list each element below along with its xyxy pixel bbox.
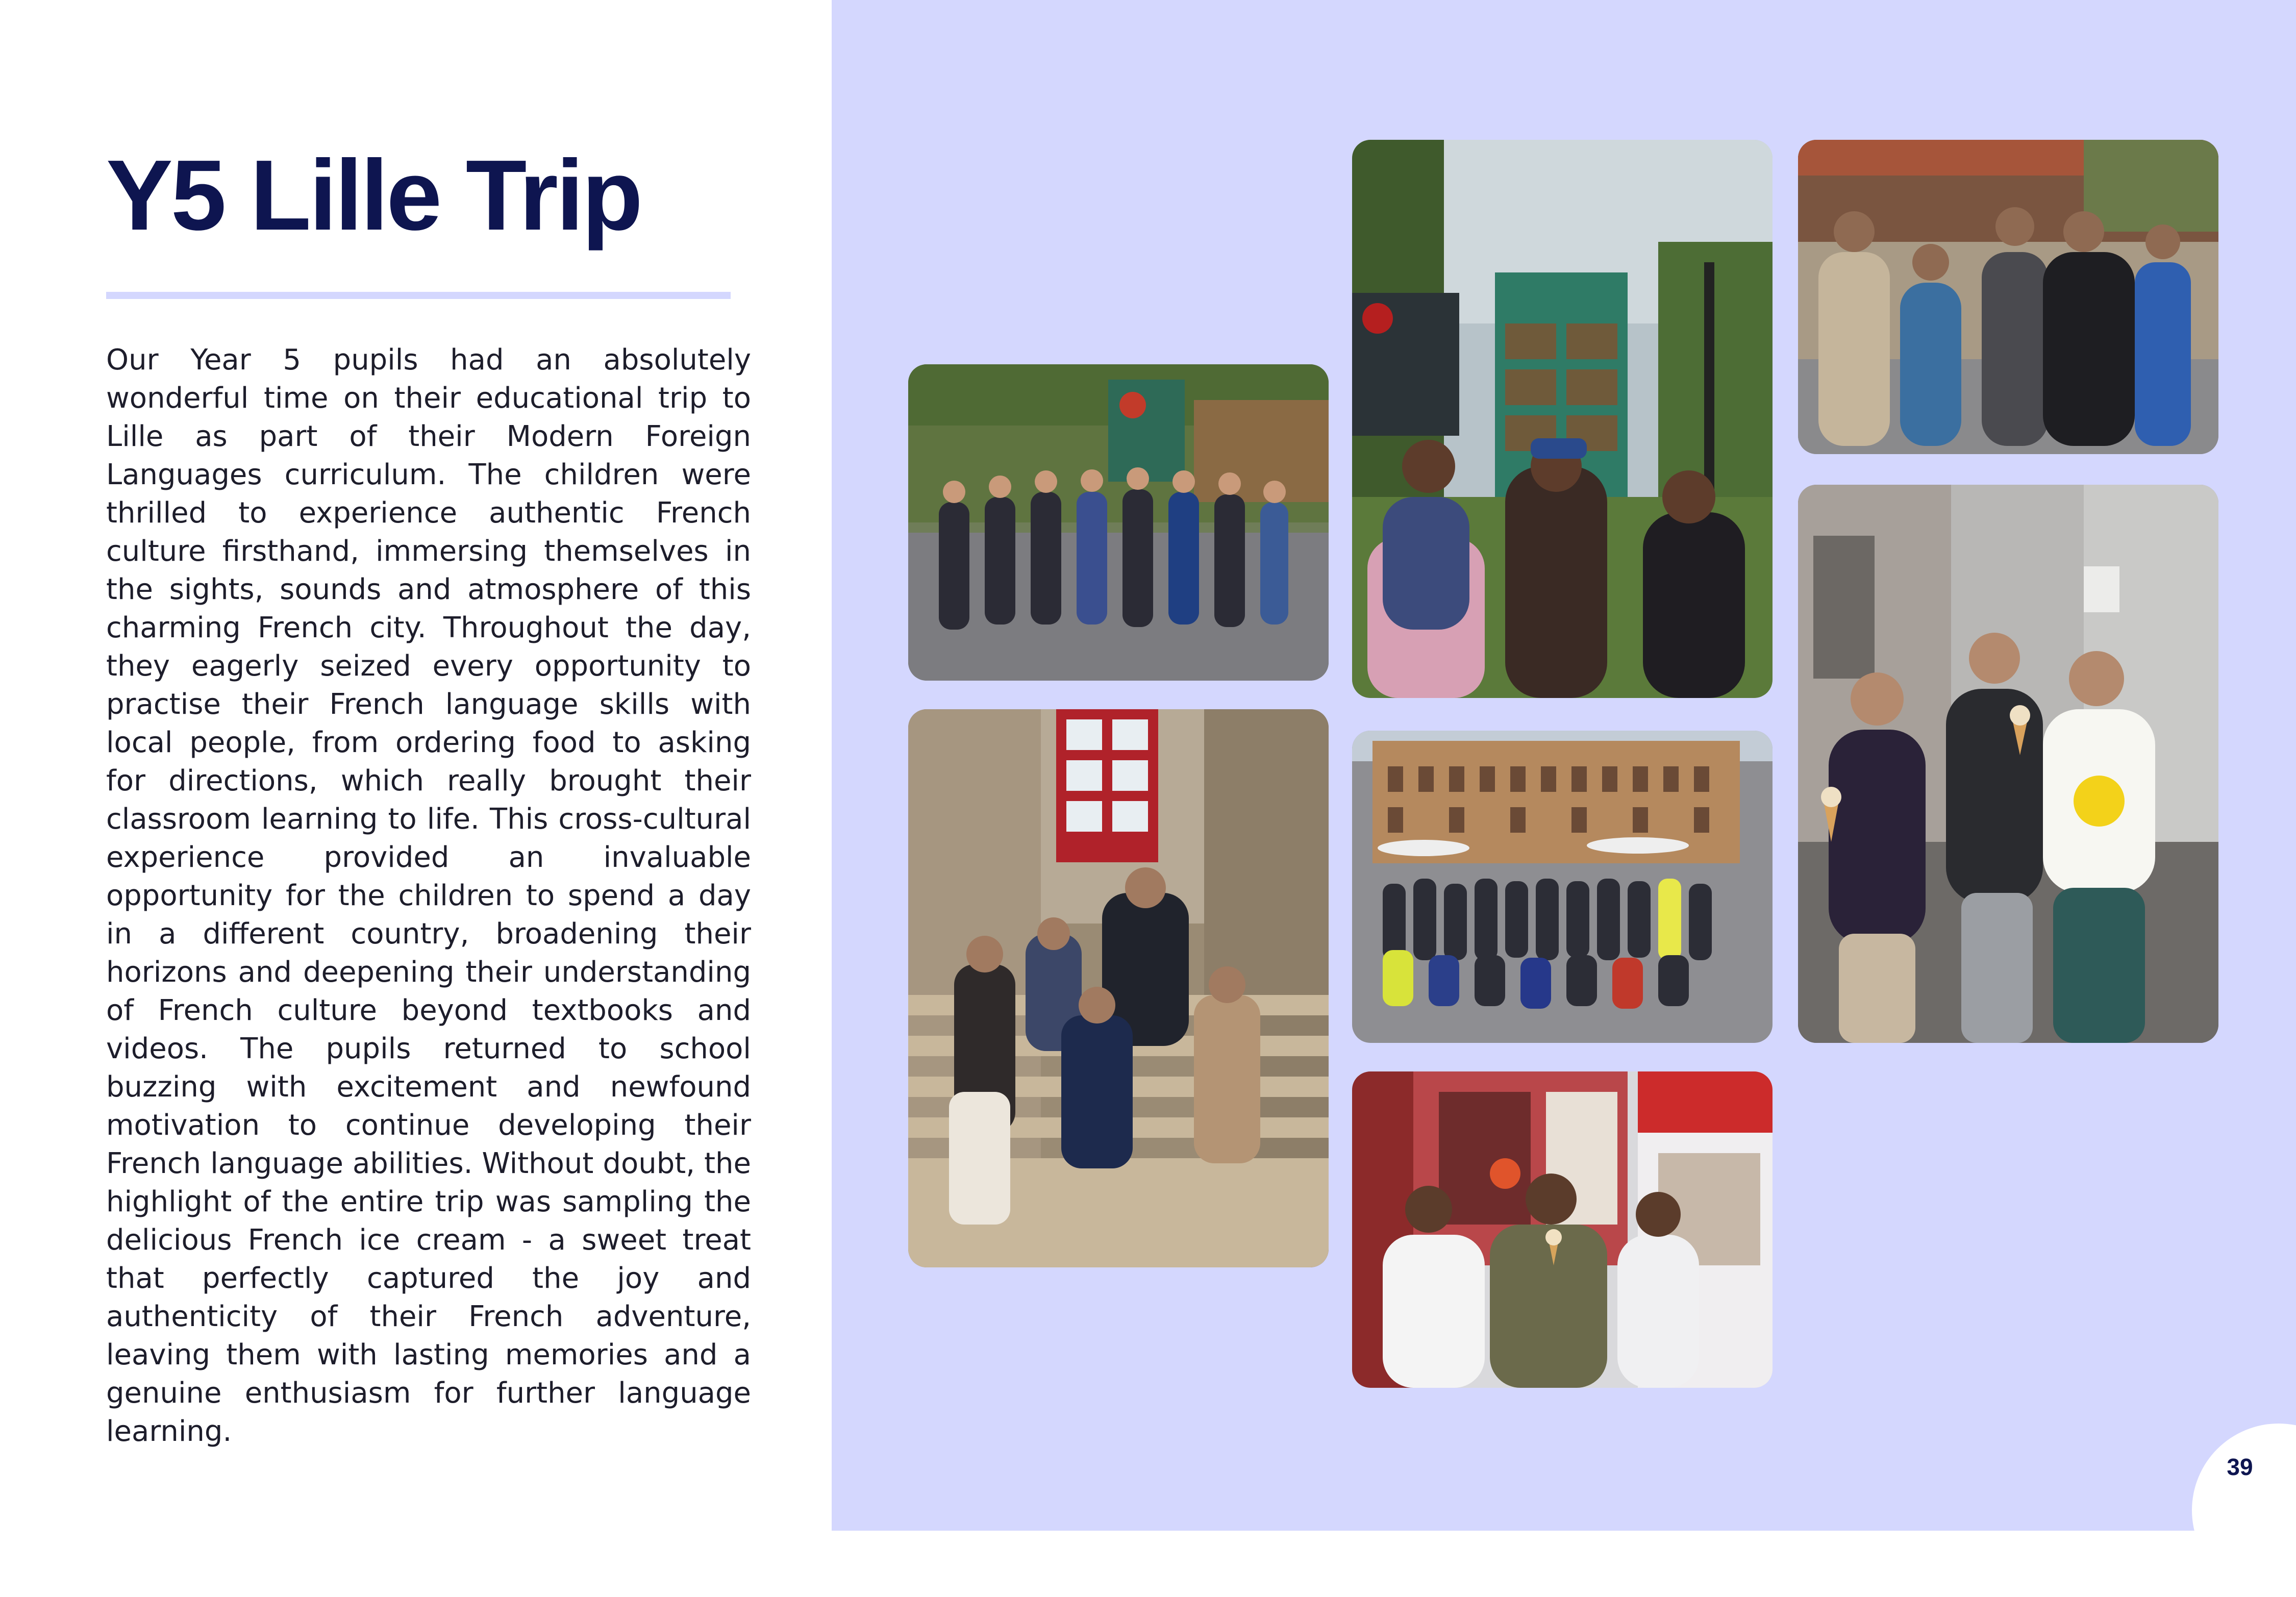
page-title: Y5 Lille Trip	[106, 139, 641, 251]
title-divider	[106, 292, 731, 299]
photo-grand-place-group	[1352, 731, 1773, 1043]
text-panel	[0, 0, 832, 1531]
photo-animal-enclosure	[1798, 140, 2218, 454]
page-number: 39	[2227, 1454, 2253, 1480]
photo-ice-cream-shop	[1352, 1071, 1773, 1388]
article-body: Our Year 5 pupils had an absolutely wonderful time on their educational trip to Lille as part of their Modern Foreign Languages curriculum. The children were thrilled to experience authentic French culture firsthand, immersing themselves in the sights, sounds and atmosphere of this charming French city. Throughout the day, they eagerly seized every opportunity to practise their French language skills with local people, from ordering food to asking for directions, which really brought their classroom learning to life. This cross-cultural experience provided an invaluable opportunity for the children to spend a day in a different country, broadening their horizons and deepening their understanding of French culture beyond textbooks and videos. The pupils returned to school buzzing with excitement and newfound motivation to continue developing their French language abilities. Without doubt, the highlight of the entire trip was sampling the delicious French ice cream - a sweet treat that perfectly captured the joy and authenticity of their French adventure, leaving them with lasting memories and a genuine enthusiasm for further language learning.	[106, 343, 751, 1448]
photo-street-ice-cream	[1798, 485, 2218, 1043]
photo-biodiversity-board	[1352, 140, 1773, 698]
photo-stairs-castle	[908, 709, 1329, 1267]
photo-group-zoo-sign	[908, 364, 1329, 681]
